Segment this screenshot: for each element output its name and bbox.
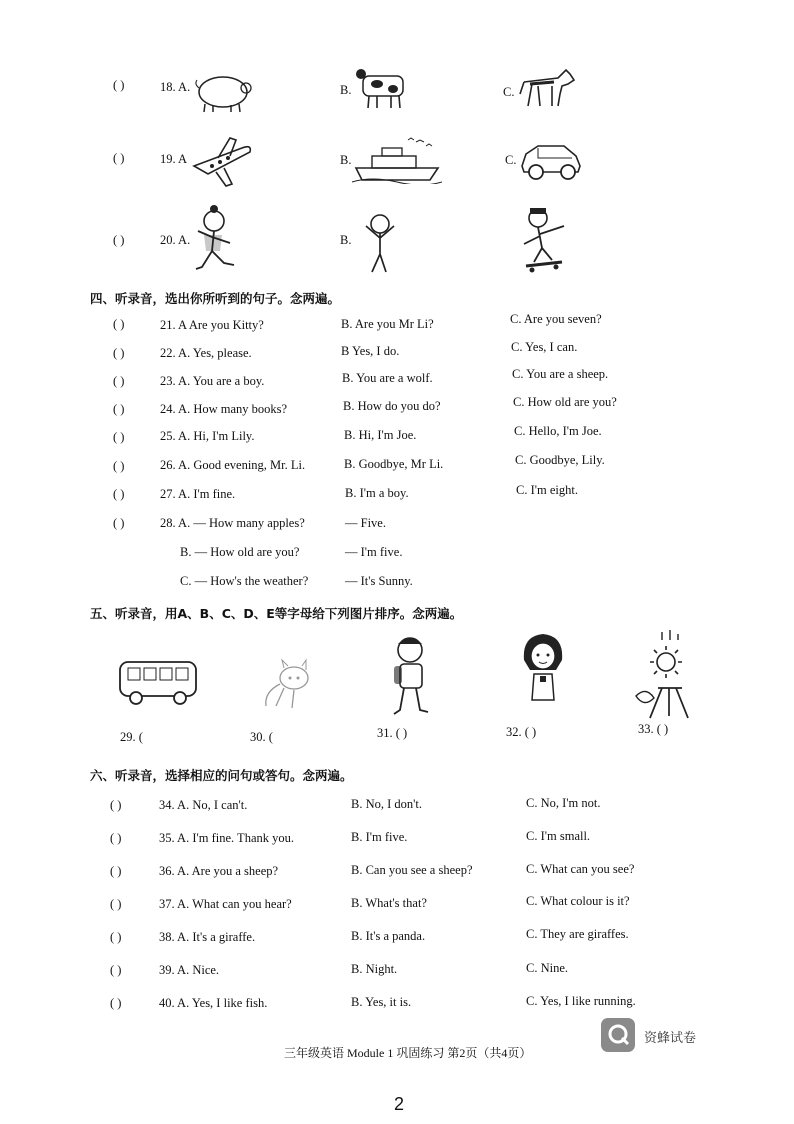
boy-icon [386, 632, 436, 718]
option-b-label: B. [340, 153, 352, 167]
answer-bracket[interactable]: ( ) [110, 996, 122, 1010]
answer-bracket[interactable]: ( ) [110, 831, 122, 845]
answer-bracket[interactable]: ( ) [113, 516, 125, 530]
section-4-heading: 四、听录音，选出你所听到的句子。念两遍。 [90, 291, 341, 306]
option-a-label: 20. A. [160, 233, 191, 247]
section-5-heading: 五、听录音，用A、B、C、D、E等字母给下列图片排序。念两遍。 [90, 606, 463, 621]
dialogue-b-question: B. — How old are you? [180, 545, 300, 559]
picture-label-30[interactable]: 30. ( [250, 730, 273, 744]
option-b: B Yes, I do. [341, 344, 400, 358]
option-b: B. Yes, it is. [351, 995, 412, 1009]
skateboarder-icon [518, 204, 574, 274]
answer-bracket[interactable]: ( ) [113, 487, 125, 501]
option-c: C. You are a sheep. [512, 367, 609, 381]
airplane-icon [190, 134, 256, 188]
running-girl-icon [190, 205, 240, 279]
answer-bracket[interactable]: ( ) [110, 864, 122, 878]
jumping-boy-icon [360, 210, 400, 276]
option-a: 26. A. Good evening, Mr. Li. [160, 458, 306, 472]
option-c: C. What can you see? [526, 862, 635, 876]
option-c: C. They are giraffes. [526, 927, 629, 941]
answer-bracket[interactable]: ( ) [113, 402, 125, 416]
answer-bracket[interactable]: ( ) [113, 374, 125, 388]
cow-icon [353, 64, 413, 110]
option-c: C. Yes, I can. [511, 340, 578, 354]
option-b-label: B. [340, 233, 352, 247]
option-a: 40. A. Yes, I like fish. [159, 996, 268, 1010]
option-a: 24. A. How many books? [160, 402, 288, 416]
option-a: 21. A Are you Kitty? [160, 318, 264, 332]
option-b: B. You are a wolf. [342, 371, 433, 385]
option-b: B. Hi, I'm Joe. [344, 428, 417, 442]
dialogue-a-answer: — Five. [345, 516, 386, 530]
answer-bracket[interactable]: ( ) [113, 317, 125, 331]
answer-bracket[interactable]: ( ) [110, 930, 122, 944]
option-a: 38. A. It's a giraffe. [159, 930, 256, 944]
option-c: C. No, I'm not. [526, 796, 601, 810]
answer-bracket[interactable]: ( ) [113, 346, 125, 360]
logo-icon [601, 1018, 635, 1052]
option-c: C. Nine. [526, 961, 569, 975]
option-b: B. Night. [351, 962, 398, 976]
option-c-label: C. [503, 85, 515, 99]
option-b: B. I'm five. [351, 830, 408, 844]
cat-icon [254, 656, 320, 712]
dialogue-a-question: 28. A. — How many apples? [160, 516, 305, 530]
option-c-label: C. [505, 153, 517, 167]
answer-bracket[interactable]: ( ) [110, 897, 122, 911]
answer-bracket[interactable]: ( ) [110, 963, 122, 977]
option-b: B. No, I don't. [351, 797, 423, 811]
answer-bracket[interactable]: ( ) [113, 78, 125, 92]
option-a: 34. A. No, I can't. [159, 798, 248, 812]
option-b: B. It's a panda. [351, 929, 426, 943]
option-a: 27. A. I'm fine. [160, 487, 236, 501]
dialogue-c-answer: — It's Sunny. [345, 574, 413, 588]
option-a: 39. A. Nice. [159, 963, 220, 977]
picture-label-31[interactable]: 31. ( ) [377, 726, 408, 740]
option-a-label: 19. A [160, 152, 188, 166]
option-c: C. I'm eight. [516, 483, 578, 497]
option-c: C. Are you seven? [510, 312, 602, 326]
answer-bracket[interactable]: ( ) [113, 151, 125, 165]
option-c: C. Goodbye, Lily. [515, 453, 605, 467]
page-number: 2 [394, 1094, 405, 1114]
section-6-heading: 六、听录音，选择相应的问句或答句。念两遍。 [90, 768, 353, 783]
car-icon [518, 136, 584, 182]
option-c: C. Yes, I like running. [526, 994, 636, 1008]
option-c: C. Hello, I'm Joe. [514, 424, 602, 438]
option-b: B. I'm a boy. [345, 486, 409, 500]
answer-bracket[interactable]: ( ) [110, 798, 122, 812]
dialogue-b-answer: — I'm five. [345, 545, 403, 559]
pig-icon [193, 68, 255, 114]
option-c: C. How old are you? [513, 395, 617, 409]
page-footer: 三年级英语 Module 1 巩固练习 第2页（共4页） [284, 1046, 532, 1060]
option-c: C. I'm small. [526, 829, 591, 843]
option-b-label: B. [340, 83, 352, 97]
answer-bracket[interactable]: ( ) [113, 233, 125, 247]
picture-label-33[interactable]: 33. ( ) [638, 722, 669, 736]
option-a: 25. A. Hi, I'm Lily. [160, 429, 255, 443]
option-a-label: 18. A. [160, 80, 191, 94]
wolf-icon [518, 64, 576, 110]
girl-icon [518, 630, 568, 706]
painting-easel-icon [632, 628, 712, 720]
option-a: 35. A. I'm fine. Thank you. [159, 831, 294, 845]
option-b: B. Can you see a sheep? [351, 863, 473, 877]
picture-label-29[interactable]: 29. ( [120, 730, 143, 744]
option-c: C. What colour is it? [526, 894, 630, 908]
logo-text: 资蜂试卷 [644, 1031, 697, 1046]
picture-label-32[interactable]: 32. ( ) [506, 725, 537, 739]
option-a: 23. A. You are a boy. [160, 374, 265, 388]
answer-bracket[interactable]: ( ) [113, 430, 125, 444]
answer-bracket[interactable]: ( ) [113, 459, 125, 473]
option-a: 22. A. Yes, please. [160, 346, 252, 360]
option-b: B. How do you do? [343, 399, 441, 413]
option-b: B. Are you Mr Li? [341, 317, 434, 331]
dialogue-c-question: C. — How's the weather? [180, 574, 309, 588]
option-b: B. What's that? [351, 896, 427, 910]
ship-icon [352, 136, 442, 184]
bus-icon [116, 656, 200, 708]
option-b: B. Goodbye, Mr Li. [344, 457, 444, 471]
option-a: 37. A. What can you hear? [159, 897, 292, 911]
option-a: 36. A. Are you a sheep? [159, 864, 279, 878]
